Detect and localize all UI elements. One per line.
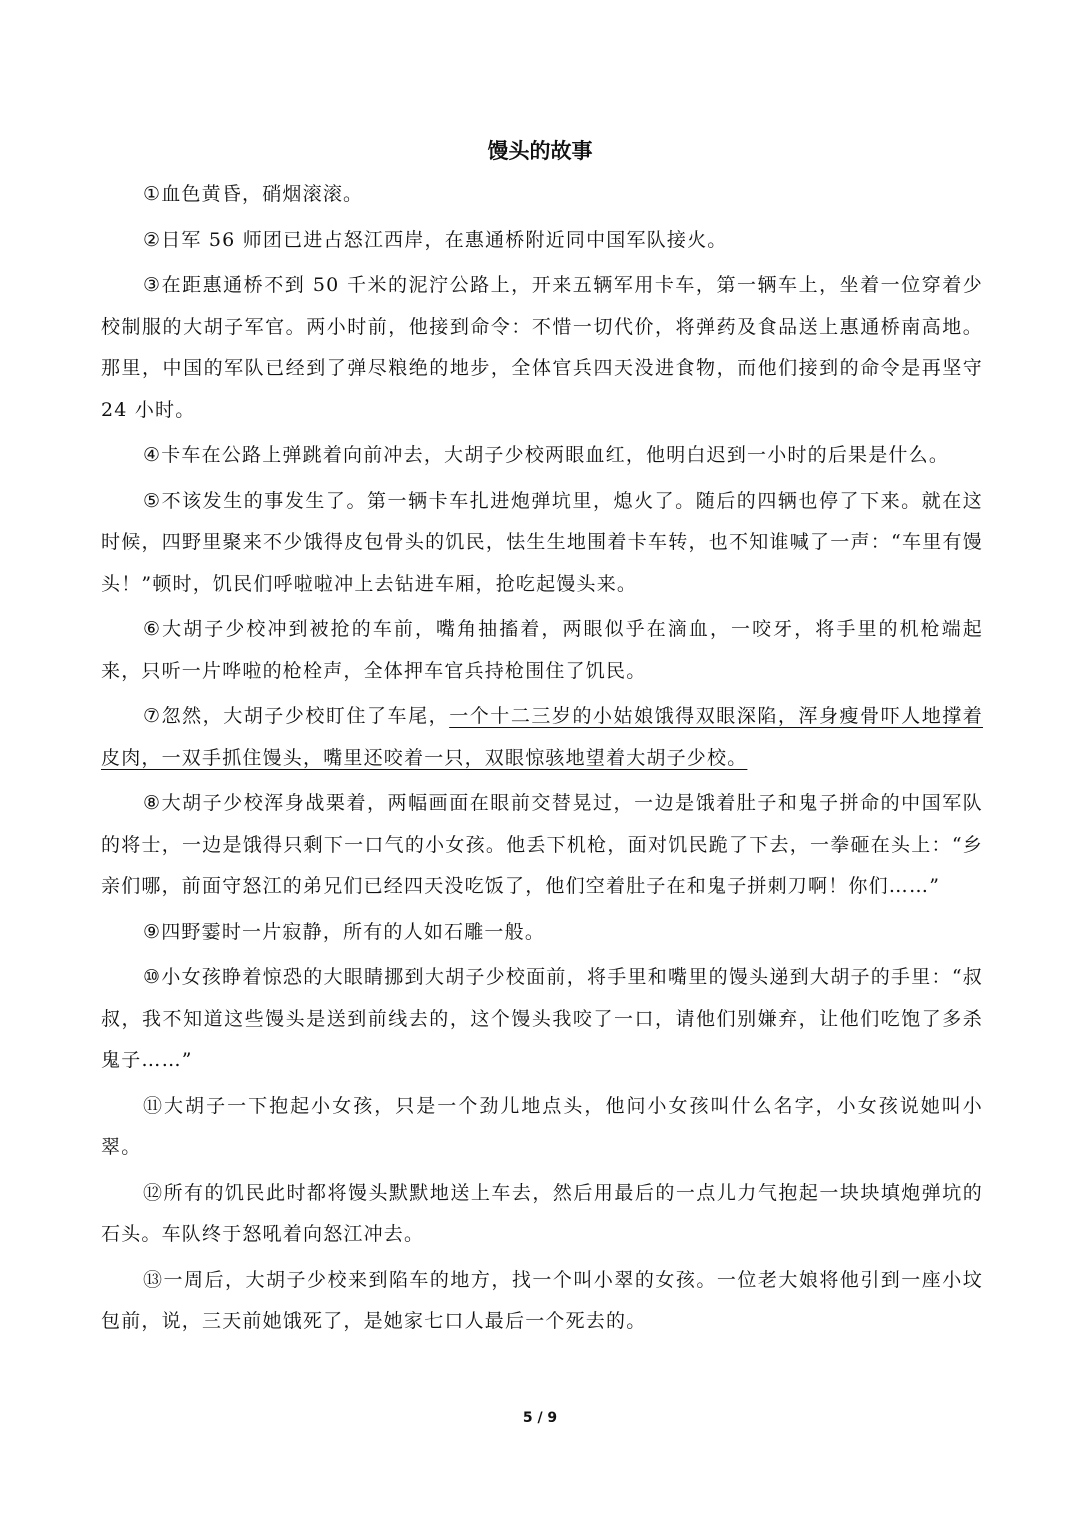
paragraph-text: 在距惠通桥不到 50 千米的泥泞公路上，开来五辆军用卡车，第一辆车上，坐着一位穿着少校制服的大胡子军官。两小时前，他接到命令：不惜一切代价，将弹药及食品送上惠通桥南高地。那里，中国的军队已经到了弹尽粮绝的地步，全体官兵四天没进食物，而他们接到的命令是再坚守 24 小时。 bbox=[101, 274, 983, 421]
paragraph-text: 不该发生的事发生了。第一辆卡车扎进炮弹坑里，熄火了。随后的四辆也停了下来。就在这时候，四野里聚来不少饿得皮包骨头的饥民，怯生生地围着卡车转，也不知谁喊了一声：“车里有馒头！”顿时，饥民们呼啦啦冲上去钻进车厢，抢吃起馒头来。 bbox=[101, 489, 983, 595]
paragraph-10 bbox=[101, 957, 983, 1082]
document-title: 馒头的故事 bbox=[487, 139, 593, 163]
paragraph-text: 所有的饥民此时都将馒头默默地送上车去，然后用最后的一点儿力气抱起一块块填炮弹坑的石头。车队终于怒吼着向怒江冲去。 bbox=[101, 1181, 983, 1245]
paragraph-number: ① bbox=[143, 183, 162, 205]
paragraph-text: 大胡子一下抱起小女孩，只是一个劲儿地点头，他问小女孩叫什么名字，小女孩说她叫小翠。 bbox=[101, 1094, 983, 1158]
paragraph-6 bbox=[101, 609, 983, 692]
story-body bbox=[101, 174, 983, 1347]
paragraph-7 bbox=[101, 696, 983, 779]
paragraph-number: ⑪ bbox=[143, 1094, 165, 1117]
paragraph-number: ⑬ bbox=[143, 1268, 164, 1291]
paragraph-number: ③ bbox=[143, 274, 162, 296]
paragraph-number: ⑤ bbox=[143, 489, 162, 512]
page-number: 5 / 9 bbox=[522, 1410, 558, 1426]
paragraph-2 bbox=[101, 220, 983, 262]
paragraph-text: 卡车在公路上弹跳着向前冲去，大胡子少校两眼血红，他明白迟到一小时的后果是什么。 bbox=[161, 444, 950, 466]
underlined-sentence: 一个十二三岁的小姑娘饿得双眼深陷，浑身瘦骨吓人地撑着皮肉，一双手抓住馒头，嘴里还咬着一只，双眼惊骇地望着大胡子少校。 bbox=[101, 705, 983, 769]
paragraph-text: 四野霎时一片寂静，所有的人如石雕一般。 bbox=[161, 920, 546, 943]
paragraph-number: ④ bbox=[143, 444, 162, 466]
paragraph-1 bbox=[101, 174, 983, 216]
paragraph-text: 大胡子少校浑身战栗着，两幅画面在眼前交替晃过，一边是饿着肚子和鬼子拼命的中国军队的将士，一边是饿得只剩下一口气的小女孩。他丢下机枪，面对饥民跪了下去，一拳砸在头上：“乡亲们哪，前面守怒江的弟兄们已经四天没吃饭了，他们空着肚子在和鬼子拼刺刀啊！你们……” bbox=[101, 792, 983, 897]
paragraph-number: ⑩ bbox=[143, 966, 162, 988]
paragraph-text: 忽然，大胡子少校盯住了车尾， bbox=[161, 705, 450, 727]
paragraph-3 bbox=[101, 265, 983, 431]
paragraph-text: 小女孩睁着惊恐的大眼睛挪到大胡子少校面前，将手里和嘴里的馒头递到大胡子的手里：“叔叔，我不知道这些馒头是送到前线去的，这个馒头我咬了一口，请他们别嫌弃，让他们吃饱了多杀鬼子……” bbox=[101, 966, 984, 1071]
paragraph-text: 日军 56 师团已进占怒江西岸，在惠通桥附近同中国军队接火。 bbox=[161, 228, 728, 251]
paragraph-11 bbox=[101, 1086, 983, 1169]
paragraph-8 bbox=[101, 783, 983, 908]
paragraph-5 bbox=[101, 481, 983, 606]
paragraph-13 bbox=[101, 1260, 983, 1343]
paragraph-text: 血色黄昏，硝烟滚滚。 bbox=[161, 183, 364, 205]
paragraph-number: ② bbox=[143, 228, 162, 251]
paragraph-number: ⑨ bbox=[143, 920, 162, 943]
paragraph-text: 大胡子少校冲到被抢的车前，嘴角抽搐着，两眼似乎在滴血，一咬牙，将手里的机枪端起来，只听一片哗啦的枪栓声，全体押车官兵持枪围住了饥民。 bbox=[101, 618, 983, 682]
paragraph-text: 一周后，大胡子少校来到陷车的地方，找一个叫小翠的女孩。一位老大娘将他引到一座小坟包前，说，三天前她饿死了，是她家七口人最后一个死去的。 bbox=[101, 1268, 983, 1332]
paragraph-number: ⑧ bbox=[143, 792, 162, 814]
paragraph-number: ⑦ bbox=[143, 705, 162, 727]
paragraph-9 bbox=[101, 912, 983, 954]
paragraph-number: ⑥ bbox=[143, 618, 163, 640]
paragraph-4 bbox=[101, 435, 983, 477]
paragraph-12 bbox=[101, 1173, 983, 1256]
paragraph-number: ⑫ bbox=[143, 1181, 164, 1204]
